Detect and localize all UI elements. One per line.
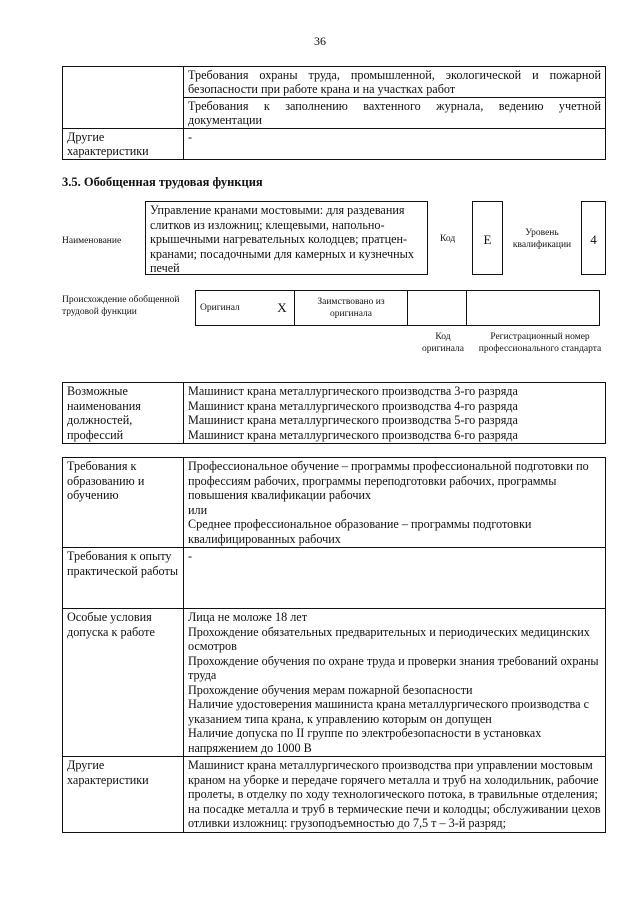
function-code: Е <box>472 201 503 275</box>
original-label: Оригинал <box>196 291 271 326</box>
registration-caption: Регистрационный номер профессионального стандарта <box>478 332 602 354</box>
education-item: Среднее профессиональное образование – программы подготовки квалифицированных рабочих <box>188 517 532 546</box>
job-title: Машинист крана металлургического производства 5-го разряда <box>188 413 518 427</box>
name-label: Наименование <box>62 236 122 246</box>
table-row <box>63 383 606 444</box>
table-row <box>63 67 606 98</box>
row-label: Возможные наименования должностей, профессий <box>63 383 184 444</box>
job-titles-table <box>62 382 606 444</box>
original-code-cell <box>408 291 467 326</box>
condition-item: Наличие удостоверения машиниста крана металлургического производства с указанием типа крана, к управлению которым он допущен <box>188 697 589 726</box>
level-label: Уровень квалификации <box>512 228 572 250</box>
code-label: Код <box>440 234 456 244</box>
table-row <box>63 757 606 833</box>
page-number: 36 <box>314 34 326 48</box>
origin-label: Происхождение обобщенной трудовой функции <box>62 295 180 317</box>
education-item: Профессиональное обучение – программы профессиональной подготовки по профессиям рабочих, программы переподготовки рабочих, программы повышения квалификации рабочих <box>188 459 589 502</box>
condition-item: Наличие допуска по II группе по электробезопасности в установках напряжением до 1000 В <box>188 726 542 755</box>
table-cell: - <box>184 129 606 160</box>
table-row <box>196 291 600 326</box>
row-label: Особые условия допуска к работе <box>63 609 184 757</box>
table-row <box>63 609 606 757</box>
condition-item: Прохождение обучения мерам пожарной безопасности <box>188 682 473 697</box>
row-label: Другие характеристики <box>63 129 184 160</box>
row-label: Требования к опыту практической работы <box>63 548 184 609</box>
job-title: Машинист крана металлургического производства 3-го разряда <box>188 384 518 398</box>
registration-number-cell <box>467 291 600 326</box>
table-cell: Требования к заполнению вахтенного журнала, ведению учетной документации <box>184 98 606 129</box>
table-cell: - <box>184 548 606 609</box>
requirements-table <box>62 457 606 833</box>
table-row <box>63 548 606 609</box>
table-cell: Машинист крана металлургического производства при управлении мостовым краном на уборке и передаче горячего металла и труб на холодильник, рабочие пролеты, в отделку по ходу технологического потока, в травильные отделения; на посадке металла и труб в термические печи и колодцы; обслуживании цехов отливки изложниц: грузоподъемностью до 7,5 т – 3-й разряд; <box>184 757 606 833</box>
table-cell <box>184 458 606 548</box>
table-cell: Требования охраны труда, промышленной, экологической и пожарной безопасности при работе крана и на участках работ <box>184 67 606 98</box>
table-cell-empty <box>63 67 184 129</box>
section-title: 3.5. Обобщенная трудовая функция <box>62 175 263 189</box>
function-name: Управление кранами мостовыми: для раздевания слитков из изложниц; клещевыми, напольно-крышечными нагревательных колодцев; пратцен-кранами; посадочными для камерных и кузнечных печей <box>145 201 428 275</box>
top-characteristics-table <box>62 66 606 160</box>
qualification-level: 4 <box>581 201 606 275</box>
job-title: Машинист крана металлургического производства 4-го разряда <box>188 398 518 413</box>
table-cell <box>184 383 606 444</box>
table-row <box>63 129 606 160</box>
origin-table <box>195 290 600 326</box>
row-label: Требования к образованию и обучению <box>63 458 184 548</box>
condition-item: Прохождение обязательных предварительных и периодических медицинских осмотров <box>188 624 590 653</box>
row-label: Другие характеристики <box>63 757 184 833</box>
condition-item: Прохождение обучения по охране труда и проверки знания требований охраны труда <box>188 653 599 682</box>
borrowed-label: Заимствовано из оригинала <box>295 291 408 326</box>
code-caption: Код оригинала <box>422 332 464 354</box>
job-title: Машинист крана металлургического производства 6-го разряда <box>188 427 518 442</box>
condition-item: Лица не моложе 18 лет <box>188 610 308 624</box>
table-row <box>63 458 606 548</box>
original-mark: X <box>270 291 295 326</box>
education-item: или <box>188 502 208 517</box>
table-cell <box>184 609 606 757</box>
